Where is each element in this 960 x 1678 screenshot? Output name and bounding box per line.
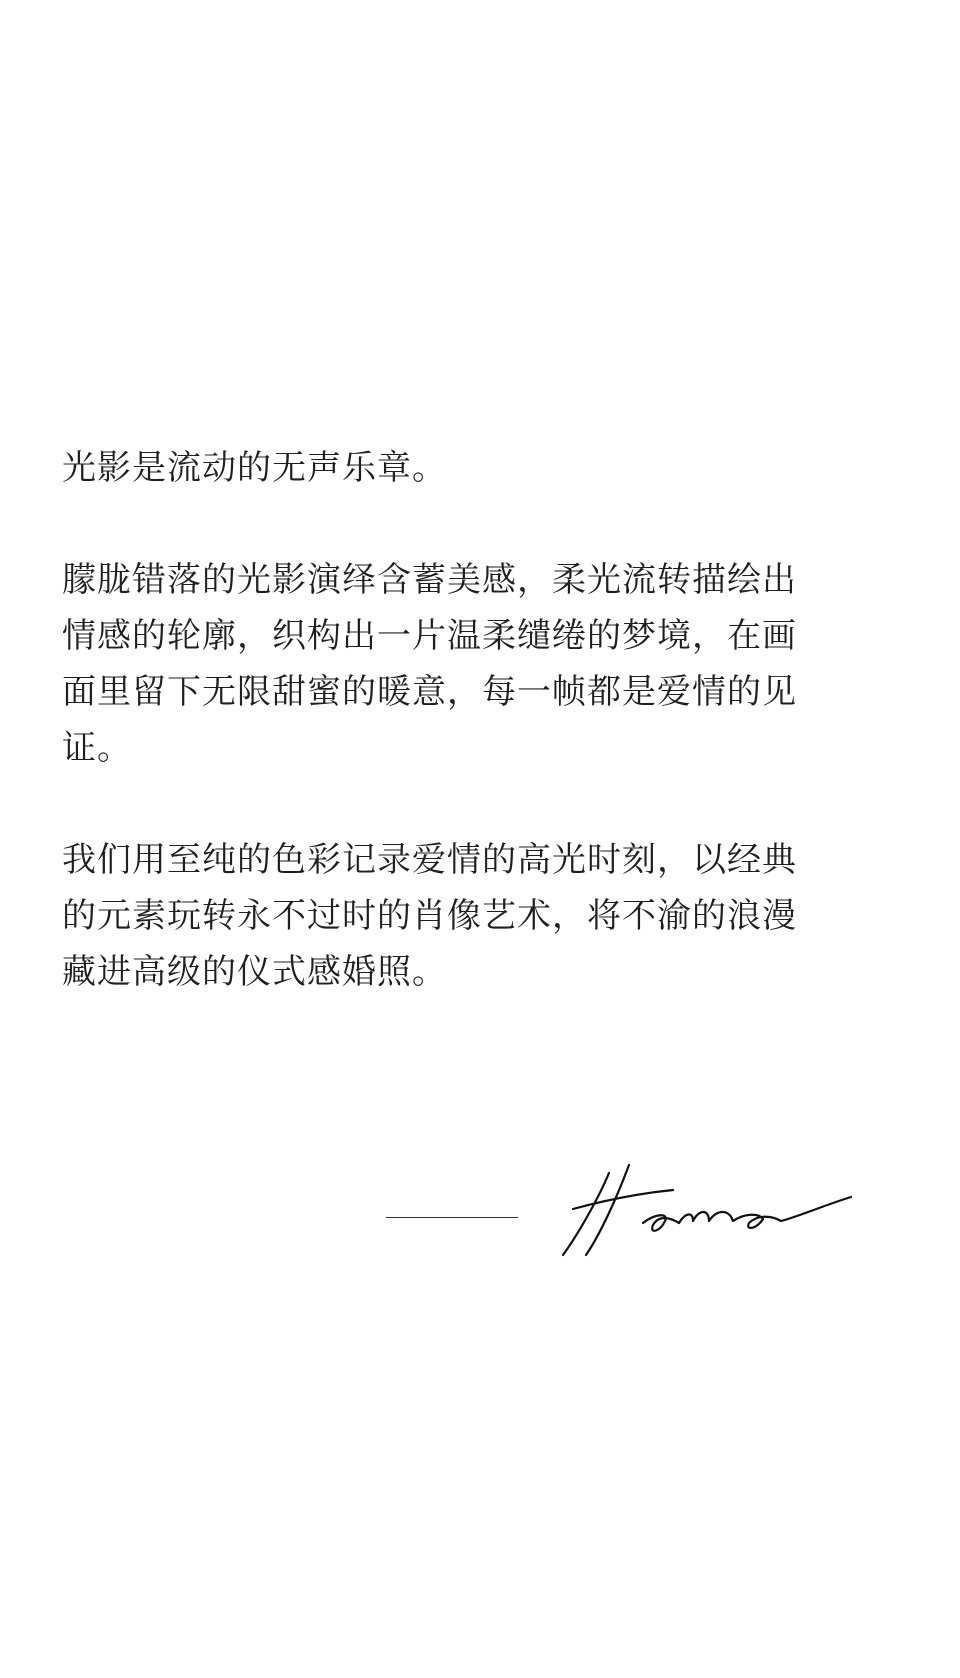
paragraph-intro: 光影是流动的无声乐章。	[62, 448, 447, 488]
signature-handwriting	[551, 1155, 871, 1275]
signature	[386, 1155, 886, 1275]
paragraph-color-record: 我们用至纯的色彩记录爱情的高光时刻，以经典 的元素玩转永不过时的肖像艺术，将不渝的浪漫 藏进高级的仪式感婚照。	[62, 840, 797, 992]
signature-dash	[386, 1217, 518, 1218]
article-body	[62, 440, 902, 1000]
paragraph-light-shadow: 朦胧错落的光影演绎含蓄美感，柔光流转描绘出 情感的轮廓，织构出一片温柔缱绻的梦境，在画 面里留下无限甜蜜的暖意，每一帧都是爱情的见 证。	[62, 560, 797, 768]
